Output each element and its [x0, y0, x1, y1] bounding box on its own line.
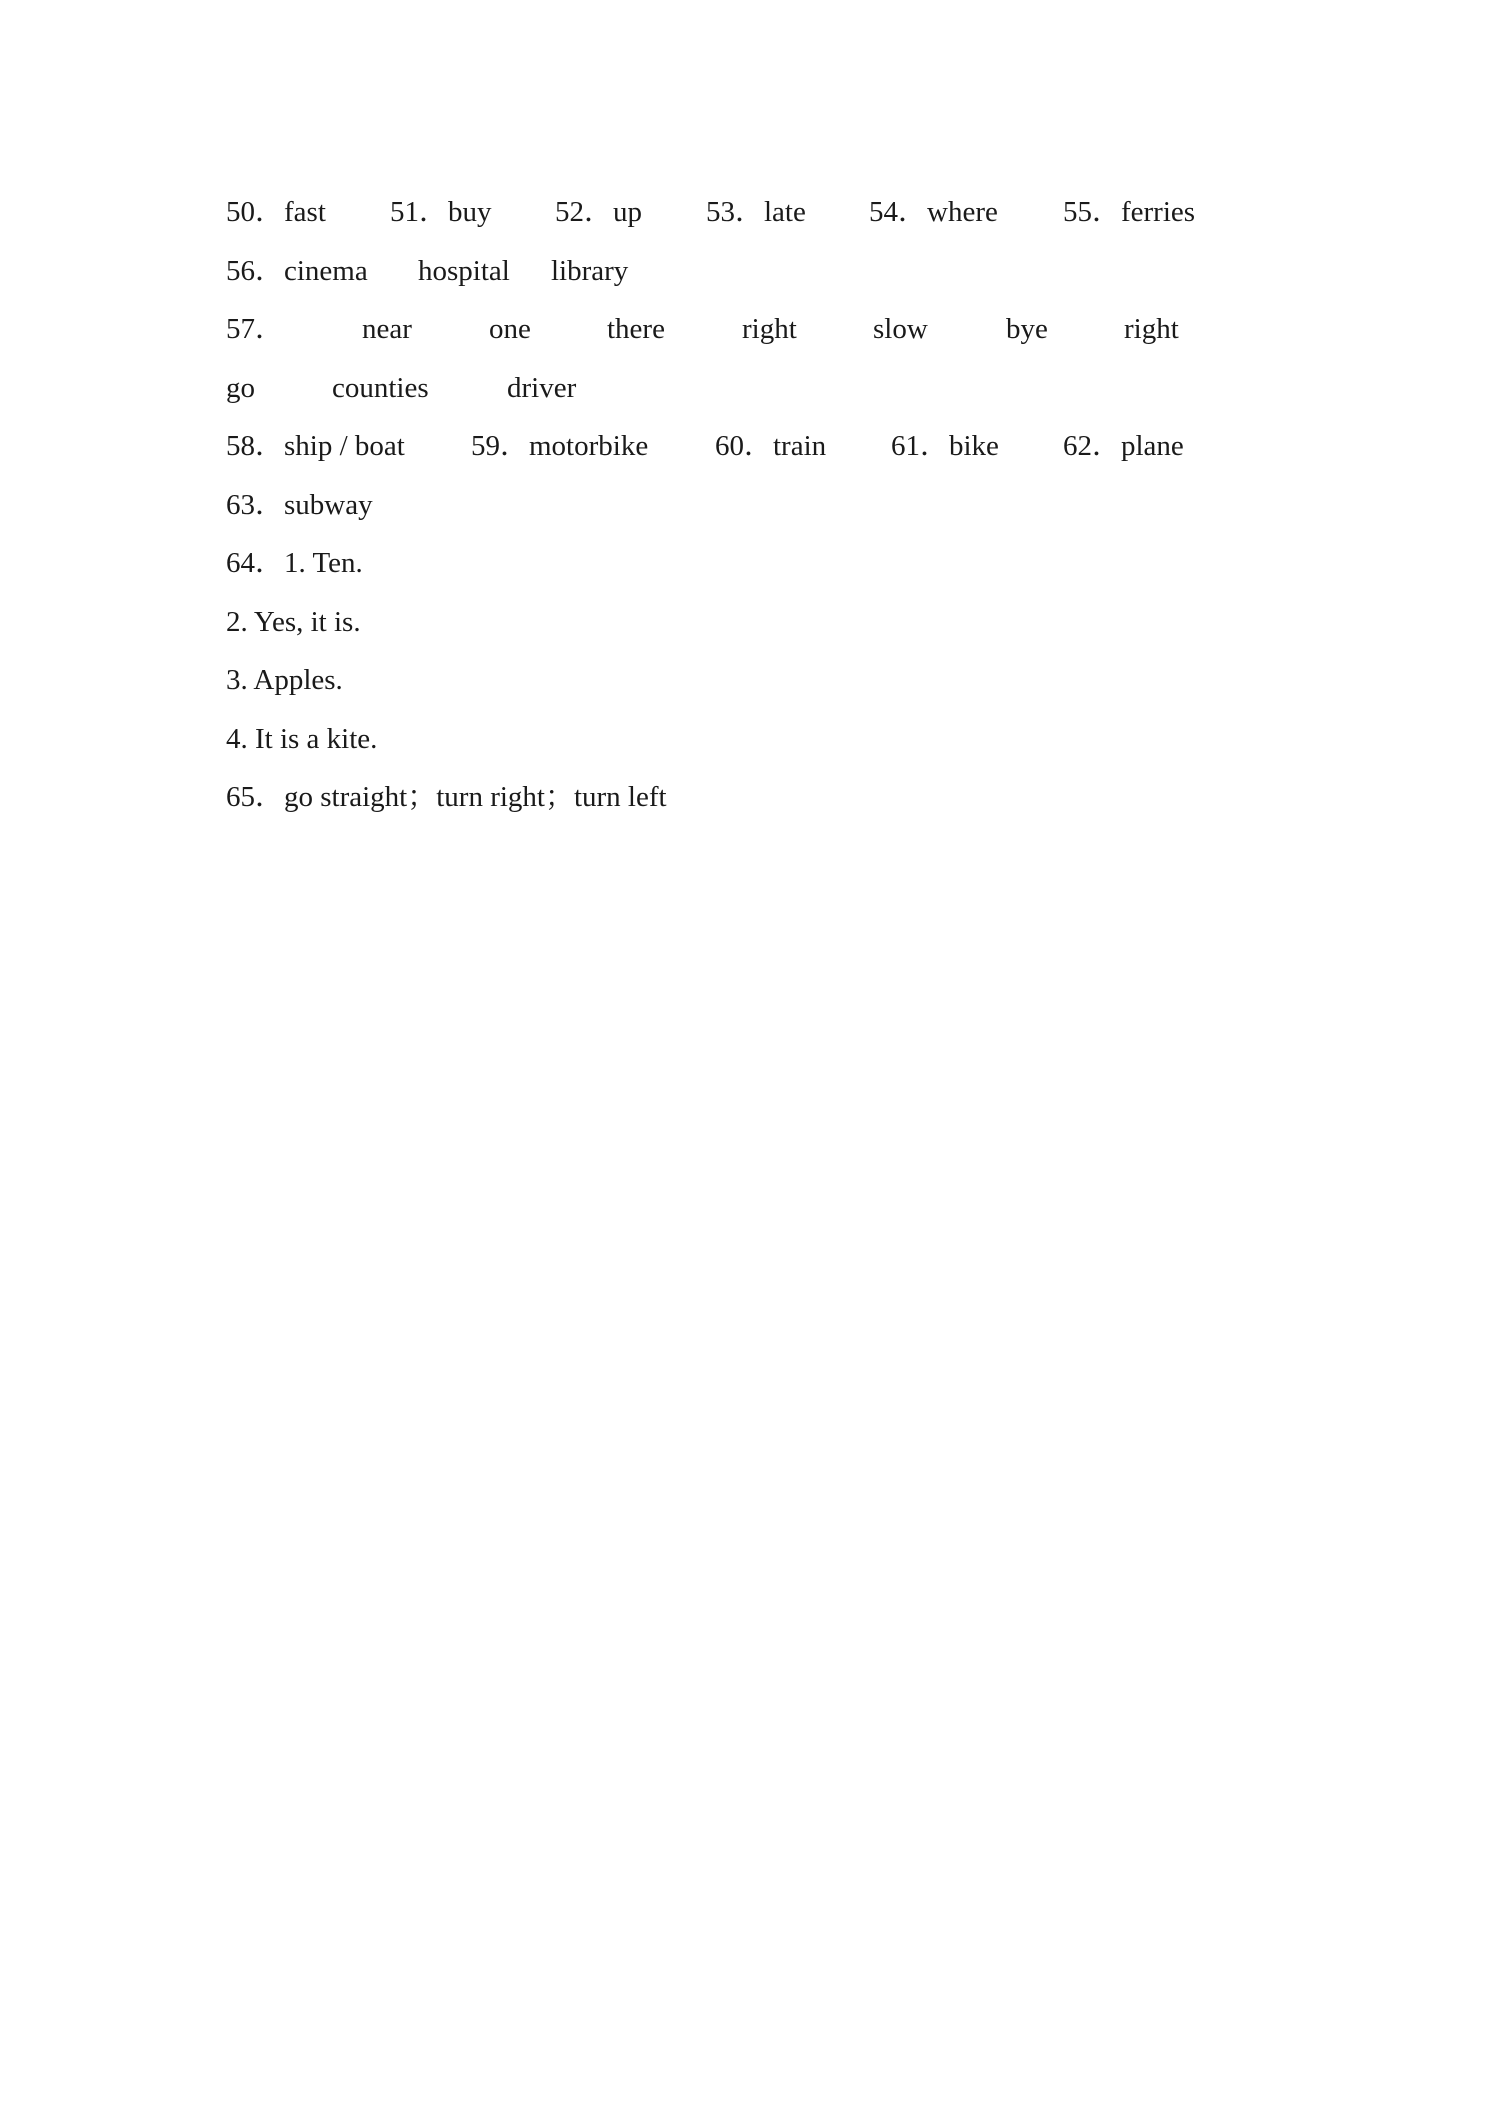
answer-line-64-1: [0, 541, 1488, 585]
answer-line-65: [0, 775, 1488, 819]
answer-57-word: right: [742, 313, 797, 345]
answer-57-number: 57．: [226, 313, 285, 345]
answer-64-item-4: 4. It is a kite.: [226, 723, 378, 755]
answer-line-50-55: [0, 190, 1488, 234]
answer-line-64-3: [0, 658, 1488, 702]
answer-57-word: slow: [873, 313, 928, 345]
answer-61: 61．bike: [891, 430, 999, 462]
answer-62: 62．plane: [1063, 430, 1184, 462]
answer-56: 56．cinema: [226, 255, 368, 287]
answer-54: 54．where: [869, 196, 998, 228]
answer-line-64-4: [0, 717, 1488, 761]
answer-57-word: counties: [332, 372, 429, 404]
answer-line-57-continued: [0, 366, 1488, 410]
answer-64-item-2: 2. Yes, it is.: [226, 606, 361, 638]
answer-52: 52．up: [555, 196, 643, 228]
answer-57-word: one: [489, 313, 531, 345]
answer-57-word: there: [607, 313, 665, 345]
answer-55: 55．ferries: [1063, 196, 1196, 228]
answer-65: 65．go straight；turn right；turn left: [226, 781, 667, 813]
answer-63: 63．subway: [226, 489, 373, 521]
answer-57-word: driver: [507, 372, 577, 404]
answer-line-56: [0, 249, 1488, 293]
answer-line-63: [0, 483, 1488, 527]
answer-50: 50．fast: [226, 196, 326, 228]
answer-line-64-2: [0, 600, 1488, 644]
answer-56-word-3: library: [551, 255, 629, 287]
answer-line-58-62: [0, 424, 1488, 468]
answer-64-item-3: 3. Apples.: [226, 664, 343, 696]
answer-line-57: [0, 307, 1488, 351]
answer-51: 51．buy: [390, 196, 492, 228]
answer-57-word: bye: [1006, 313, 1048, 345]
answer-57-word: near: [362, 313, 412, 345]
answer-64-item-1: 64．1. Ten.: [226, 547, 363, 579]
answer-60: 60．train: [715, 430, 827, 462]
answer-53: 53．late: [706, 196, 806, 228]
answer-57-word: go: [226, 372, 255, 404]
answer-58: 58．ship / boat: [226, 430, 405, 462]
answer-59: 59．motorbike: [471, 430, 649, 462]
answer-56-word-2: hospital: [418, 255, 510, 287]
answer-57-word: right: [1124, 313, 1179, 345]
